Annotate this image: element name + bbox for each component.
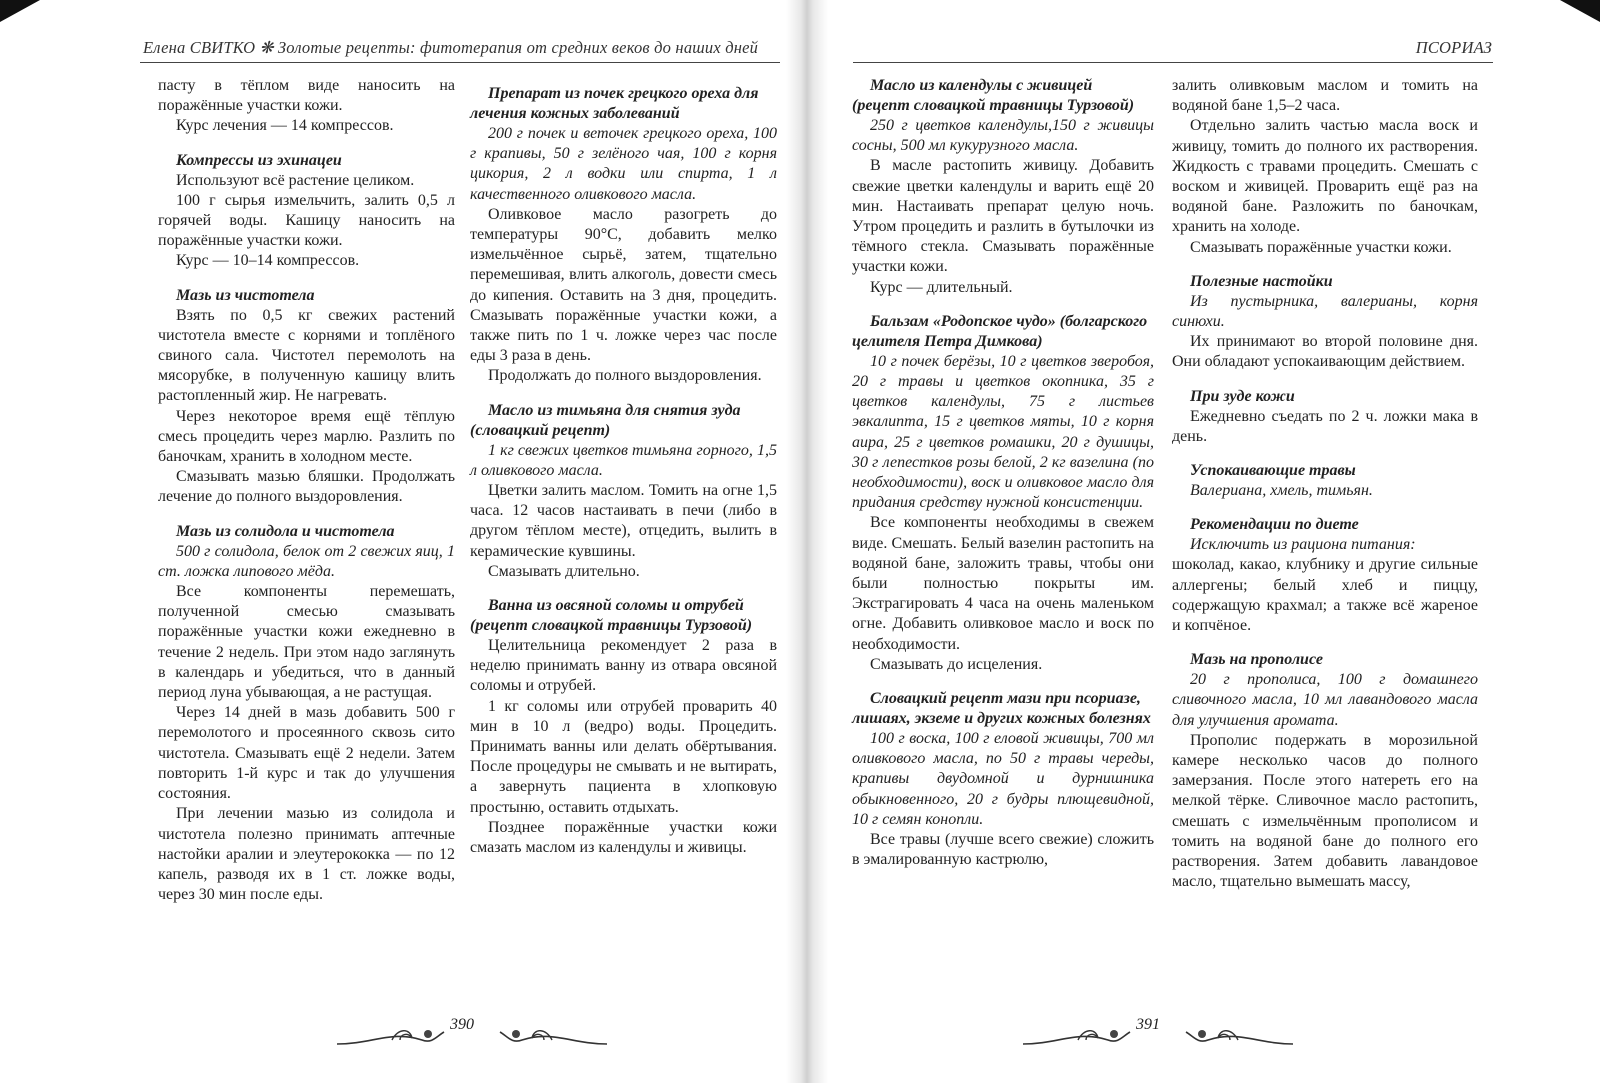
paragraph: шоколад, какао, клубнику и другие сильные аллергены; белый хлеб и пиццу, содержащую крахмал; а также всё жареное и копчёное. (1172, 556, 1478, 635)
section-heading: Бальзам «Родопское чудо» (болгарского целителя Петра Димкова) (852, 312, 1148, 350)
text-column (1172, 76, 1478, 893)
text-column (158, 76, 455, 905)
paragraph: Используют всё растение целиком. (176, 171, 415, 189)
page-folio (332, 1010, 612, 1062)
paragraph: 1 кг соломы или отрубей проварить 40 мин в 10 л (ведро) воды. Процедить. Принимать ванны или делать обёртывания. После процедуры не смывать и не вытирать, а завернуть пациента в хлопковую простыню, оставить отдыхать. (470, 697, 777, 816)
paragraph: 100 г сырья измельчить, залить 0,5 л горячей воды. Кашицу наносить на поражённые участки кожи. (158, 191, 455, 250)
paragraph: залить оливковым маслом и томить на водяной бане 1,5–2 часа. (1172, 77, 1478, 115)
ingredients-text: 100 г воска, 100 г еловой живицы, 700 мл оливкового масла, по 50 г травы череды, крапивы двудомной и дурнишника обыкновенного, 20 г будры плющевидной, 10 г семян конопли. (852, 730, 1154, 828)
ingredients-text: 250 г цветков календулы,150 г живицы сосны, 500 мл кукурузного масла. (852, 117, 1154, 155)
paragraph: При лечении мазью из солидола и чистотела полезно принимать аптечные настойки аралии и элеутерококка — по 12 капель, разводя их в 1 ст. ложке воды, через 30 мин после еды. (158, 805, 455, 904)
section-heading: Рекомендации по диете (1190, 516, 1359, 534)
page-number: 390 (450, 1016, 474, 1033)
section-heading: Словацкий рецепт мази при псориазе, лишаях, экземе и других кожных болезнях (852, 690, 1151, 728)
paragraph: Все компоненты перемешать, полученной смесью смазывать поражённые участки кожи ежедневно в течение 2 недель. При этом надо заглянуть в календарь и убедиться, что в данный период луна убывающая, а не растущая. (158, 583, 455, 702)
section-heading: Мазь из чистотела (176, 286, 315, 304)
paragraph: В масле растопить живицу. Добавить свежие цветки календулы и варить ещё 20 мин. Настаивать препарат целую ночь. Утром процедить и разлить в бутылочки из тёмного стекла. Смазывать поражённые участки кожи. (852, 157, 1154, 276)
paragraph: Все травы (лучше всего свежие) сложить в эмалированную кастрюлю, (852, 831, 1154, 869)
paragraph: Целительница рекомендует 2 раза в неделю принимать ванну из отвара овсяной соломы и отрубей. (470, 637, 777, 695)
paragraph: Курс — длительный. (870, 278, 1013, 296)
section-heading: Препарат из почек грецкого ореха для лечения кожных заболеваний (470, 85, 759, 122)
paragraph: Смазывать поражённые участки кожи. (1190, 238, 1452, 256)
paragraph: Смазывать мазью бляшки. Продолжать лечение до полного выздоровления. (158, 468, 455, 506)
text-column (852, 76, 1154, 871)
ingredients-text: 200 г почек и веточек грецкого ореха, 100 г крапивы, 50 г зелёного чая, 100 г корня цикория, 2 л водки или спирта, 1 л качественного оливкового масла. (470, 125, 777, 203)
paragraph: Цветки залить маслом. Томить на огне 1,5 часа. 12 часов настаивать в печи (либо в другом тёплом месте), отцедить, вылить в керамические кувшины. (470, 482, 777, 560)
section-heading: Мазь на прополисе (1190, 651, 1323, 669)
ingredients-text: 1 кг свежих цветков тимьяна горного, 1,5 л оливкового масла. (470, 441, 777, 479)
section-heading: При зуде кожи (1190, 387, 1295, 405)
left-page (0, 0, 786, 1083)
section-heading: Мазь из солидола и чистотела (176, 522, 395, 540)
paragraph: Через некоторое время ещё тёплую смесь процедить через марлю. Разлить по баночкам, хранить в холодном месте. (158, 407, 455, 466)
text-column (470, 84, 777, 858)
section-heading: Компрессы из эхинацеи (176, 151, 342, 169)
ingredients-text: Из пустырника, валерианы, корня синюхи. (1172, 292, 1478, 331)
paragraph: Продолжать до полного выздоровления. (488, 367, 762, 385)
header-rule (853, 62, 1493, 63)
paragraph: Все компоненты необходимы в свежем виде. Смешать. Белый вазелин растопить на водяной бане, заложить травы, чтобы они были полностью покрыты им. Экстрагировать 4 часа на очень маленьком огне. Добавить оливковое масло и воск по необходимости. (852, 514, 1154, 653)
paragraph: Ежедневно съедать по 2 ч. ложки мака в день. (1172, 407, 1478, 445)
paragraph: Через 14 дней в мазь добавить 500 г перемолотого и просеянного сквозь сито чистотела. Смазывать ещё 2 недели. Затем повторить 1-й курс и так до улучшения состояния. (158, 704, 455, 803)
page-folio (1018, 1010, 1298, 1062)
paragraph: Смазывать до исцеления. (870, 655, 1043, 673)
ingredients-text: 500 г солидола, белок от 2 свежих яиц, 1 ст. ложка липового мёда. (158, 542, 455, 580)
running-head: ПСОРИАЗ (1415, 38, 1492, 57)
page-number: 391 (1136, 1016, 1160, 1033)
paragraph: Прополис подержать в морозильной камере несколько часов до полного замерзания. После этого натереть его на мелкой тёрке. Сливочное масло растопить, смешать с измельчённым прополисом и томить на водяной бане до полного его растворения. Затем добавить лавандовое масло, тщательно вымешать массу, (1172, 731, 1478, 891)
book-gutter (786, 0, 828, 1083)
paragraph: Отдельно залить частью масла воск и живицу, томить до полного их растворения. Жидкость с травами процедить. Смешать с воском и живицей. Проварить ещё раз на водяной бане. Разложить по баночкам, хранить на холоде. (1172, 117, 1478, 236)
section-heading: Полезные настойки (1190, 272, 1333, 290)
paragraph: Позднее поражённые участки кожи смазать маслом из календулы и живицы. (470, 818, 777, 857)
ingredients-text: 20 г прополиса, 100 г домашнего сливочного масла, 10 мл лавандового масла для улучшения аромата. (1172, 671, 1478, 729)
paragraph: Их принимают во второй половине дня. Они обладают успокаивающим действием. (1172, 333, 1478, 371)
paragraph: Курс — 10–14 компрессов. (176, 252, 360, 270)
paragraph: Курс лечения — 14 компрессов. (176, 117, 394, 135)
ingredients-text: 10 г почек берёзы, 10 г цветков зверобоя, 20 г травы и цветков окопника, 35 г цветков календулы, 75 г листьев эвкалипта, 15 г цветков мяты, 10 г корня аира, 25 г цветков ромашки, 20 г душицы, 30 г лепестков розы белой, 2 кг вазелина (по необходимости), воск и оливковое масло для придания средству нужной консистенции. (852, 352, 1154, 512)
ingredients-text: Исключить из рациона питания: (1190, 536, 1416, 554)
right-page (828, 0, 1600, 1083)
header-rule (140, 62, 780, 63)
paragraph: Смазывать длительно. (488, 562, 640, 580)
section-heading: Масло из тимьяна для снятия зуда (словацкий рецепт) (470, 401, 741, 439)
section-heading: Масло из календулы с живицей (рецепт словацкой травницы Турзовой) (852, 77, 1135, 114)
section-heading: Ванна из овсяной соломы и отрубей (рецепт словацкой травницы Турзовой) (470, 597, 753, 635)
paragraph: Взять по 0,5 кг свежих растений чистотела вместе с корнями и топлёного свиного сала. Чистотел перемолоть на мясорубке, в полученную кашицу влить растопленный жир. Не нагревать. (158, 306, 455, 405)
ingredients-text: Валериана, хмель, тимьян. (1190, 482, 1373, 500)
paragraph: пасту в тёплом виде наносить на поражённые участки кожи. (158, 77, 455, 115)
paragraph: Оливковое масло разогреть до температуры 90°С, добавить мелко измельчённое сырьё, затем, тщательно перемешивая, влить алкоголь, довести смесь до кипения. Оставить на 3 дня, процедить. Смазывать поражённые участки кожи, а также пить по 1 ч. ложке через час после еды 3 раза в день. (470, 205, 777, 365)
section-heading: Успокаивающие травы (1190, 462, 1356, 480)
running-head: Елена СВИТКО ❋ Золотые рецепты: фитотерапия от средних веков до наших дней (143, 38, 759, 57)
